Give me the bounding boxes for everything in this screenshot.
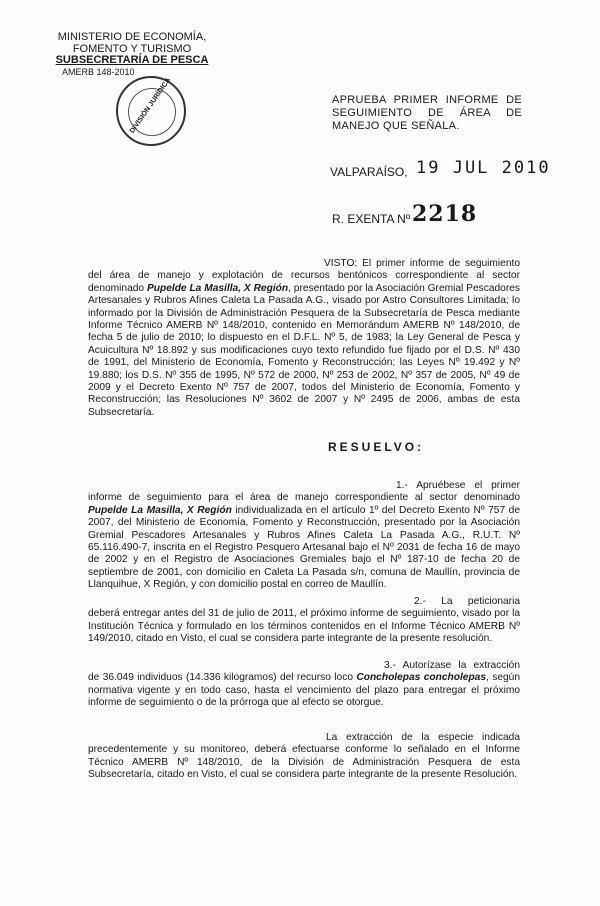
visto-text-a: VISTO: El primer informe de seguimiento del área de manejo y explotación de recursos bentónicos correspondiente al sector denominado xyxy=(88,258,520,294)
stamp-text: DIVISIÓN JURÍDICA xyxy=(128,76,173,135)
handwritten-date: 19 JUL 2010 xyxy=(416,158,551,178)
visto-paragraph xyxy=(88,258,520,419)
article-1-text-c: individualizada en el artículo 1º del Decreto Exento Nº 757 de 2007, del Ministerio de Economía, Fomento y Reconstrucción, presentado por la Asociación Gremial Pescadores Artesanales y Rubros Afines Caleta La Pasada A.G., R.U.T. Nº 65.116.490-7, inscrita en el Registro Pesquero Artesanal bajo el Nº 2031 de fecha 16 de mayo de 2002 y en el Registro de Asociaciones Gremiales bajo el Nº 187-10 de fecha 20 de septiembre de 2001, con domicilio en Caleta La Pasada s/n, comuna de Maullín, provincia de Llanquihue, X Región, y con domicilio postal en correo de Maullín. xyxy=(88,504,520,591)
place-label: VALPARAÍSO, xyxy=(330,165,408,179)
exenta-label: R. EXENTA Nº xyxy=(332,212,411,226)
article-2-paragraph: 2.- La peticionaria deberá entregar antes del 31 de julio de 2011, el próximo informe de seguimiento, visado por la Institución Técnica y formulado en los términos contenidos en el Informe Técnico AMERB Nº 149/2010, citado en Visto, el cual se considera parte integrante de la presente resolución. xyxy=(88,596,520,645)
article-3-species-name: Concholepas concholepas xyxy=(356,672,487,684)
amerb-reference: AMERB 148-2010 xyxy=(62,66,135,77)
paragraph-5: La extracción de la especie indicada precedentemente y su monitoreo, deberá efectuarse conforme lo señalado en el Informe Técnico AMERB Nº 148/2010, de la División de Administración Pesquera de esta Subsecretaría, citado en Visto, el cual se considera parte integrante de la presente Resolución. xyxy=(88,732,520,781)
visto-sector-name: Pupelde La Masilla, X Región xyxy=(146,282,289,294)
article-3-text-a: 3.- Autorízase la extracción de 36.049 individuos (14.336 kilogramos) del recurso loco xyxy=(88,660,520,684)
article-1-sector-name: Pupelde La Masilla, X Región xyxy=(88,504,232,516)
article-3-paragraph xyxy=(88,660,520,710)
resolution-subject: APRUEBA PRIMER INFORME DE SEGUIMIENTO DE ÁREA DE MANEJO QUE SEÑALA. xyxy=(332,94,522,132)
division-juridica-stamp xyxy=(116,76,186,146)
ministry-line-1: MINISTERIO DE ECONOMÍA, xyxy=(57,31,207,43)
article-3-text-c: , según normativa vigente y en todo caso, hasta el vencimiento del plazo para entregar el próximo informe de seguimiento o de la prórroga que al efecto se otorgue. xyxy=(88,672,520,709)
resuelvo-heading: RESUELVO: xyxy=(328,440,425,454)
article-1-text-a: 1.- Apruébese el primer informe de seguimiento para el área de manejo correspondiente al sector denominado xyxy=(88,480,520,504)
article-1-paragraph xyxy=(88,480,520,592)
ministry-line-2: FOMENTO Y TURISMO xyxy=(72,42,192,55)
visto-text-c: , presentado por la Asociación Gremial Pescadores Artesanales y Rubros Afines Caleta La Pasada A.G., visado por Astro Consultores Limitada; lo informado por la División de Administración Pesquera de la Subsecretaría de Pesca mediante Informe Técnico AMERB Nº 148/2010, contenido en Memorándum AMERB Nº 148/2010, de fecha 5 de julio de 2010; lo dispuesto en el D.F.L. Nº 5, de 1983; la Ley General de Pesca y Acuicultura Nº 18.892 y sus modificaciones cuyo texto refundido fue fijado por el D.S. Nº 430 de 1991, del Ministerio de Economía, Fomento y Reconstrucción; las Leyes Nº 19.492 y Nº 19.880; los D.S. Nº 355 de 1995, Nº 572 de 2000, Nº 253 de 2002, Nº 357 de 2005, Nº 49 de 2009 y el Decreto Exento Nº 757 de 2007, todos del Ministerio de Economía, Fomento y Reconstrucción; las Resoluciones Nº 3602 de 2007 y Nº 2495 de 2006, ambas de esta Subsecretaría. xyxy=(88,282,520,418)
subsecretaria-title: SUBSECRETARÍA DE PESCA xyxy=(55,54,209,66)
exenta-number: 2218 xyxy=(412,201,478,227)
letterhead xyxy=(52,32,212,78)
